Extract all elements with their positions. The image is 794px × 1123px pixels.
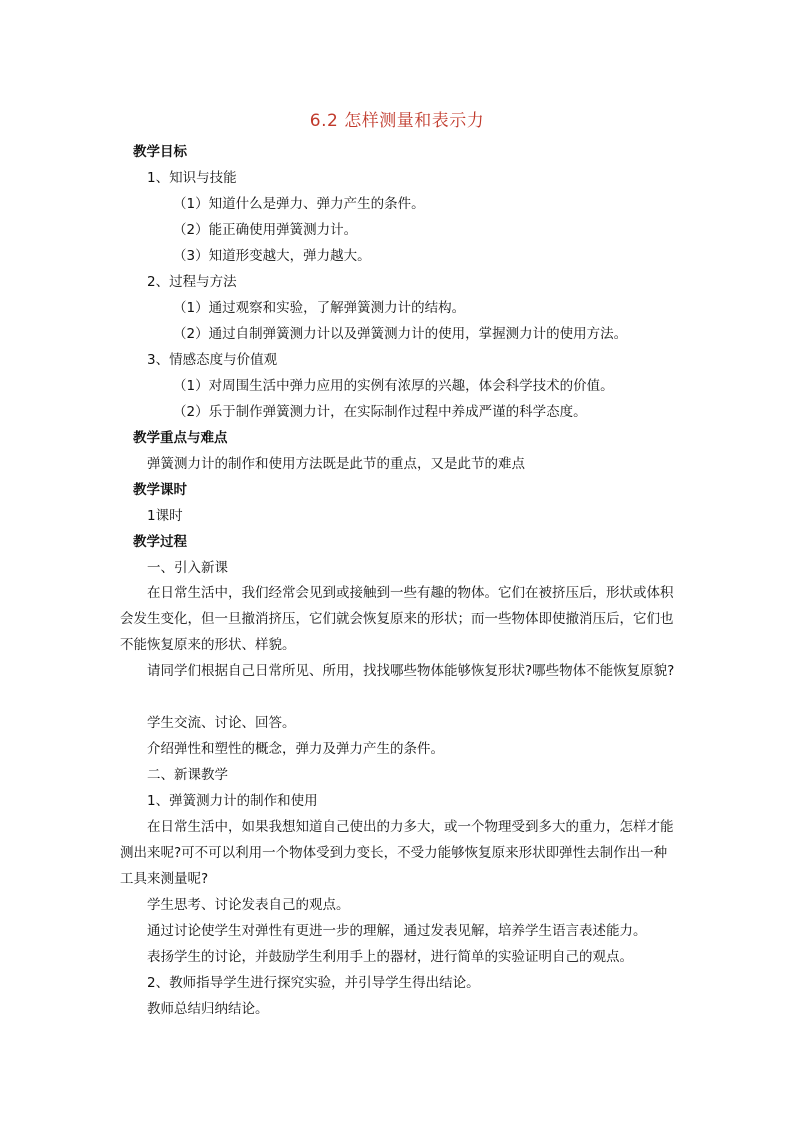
paragraph: 学生交流、讨论、回答。: [147, 715, 296, 731]
part-heading-new: 二、新课教学: [147, 767, 228, 783]
heading-process: 教学过程: [133, 534, 187, 550]
paragraph: 2、教师指导学生进行探究实验，并引导学生得出结论。: [147, 975, 480, 991]
part-heading-intro: 一、引入新课: [147, 560, 228, 576]
document-title: 6.2 怎样测量和表示力: [309, 111, 485, 131]
objective-item: （1）知道什么是弹力、弹力产生的条件。: [173, 196, 425, 212]
paragraph: 请同学们根据自己日常所见、所用，找找哪些物体能够恢复形状?哪些物体不能恢复原貌?: [147, 663, 675, 679]
subheading-process: 2、过程与方法: [147, 274, 237, 290]
paragraph: 教师总结归纳结论。: [147, 1001, 269, 1017]
paragraph: 表扬学生的讨论，并鼓励学生利用手上的器材，进行简单的实验证明自己的观点。: [147, 949, 633, 965]
paragraph: 在日常生活中，我们经常会见到或接触到一些有趣的物体。它们在被挤压后，形状或体积会发生变化，但一旦撤消挤压，它们就会恢复原来的形状；而一些物体即使撤消压后，它们也不能恢复原来的形状、样貌。: [120, 585, 674, 653]
objective-item: （1）通过观察和实验，了解弹簧测力计的结构。: [173, 300, 466, 316]
paragraph: 介绍弹性和塑性的概念，弹力及弹力产生的条件。: [147, 741, 444, 757]
objective-item: （2）通过自制弹簧测力计以及弹簧测力计的使用，掌握测力计的使用方法。: [173, 326, 628, 342]
subheading-knowledge: 1、知识与技能: [147, 170, 237, 186]
heading-class-hours: 教学课时: [133, 482, 187, 498]
subheading-attitude: 3、情感态度与价值观: [147, 352, 278, 368]
objective-item: （3）知道形变越大，弹力越大。: [173, 248, 371, 264]
heading-objectives: 教学目标: [133, 144, 187, 160]
objective-item: （1）对周围生活中弹力应用的实例有浓厚的兴趣，体会科学技术的价值。: [173, 378, 614, 394]
heading-key-points: 教学重点与难点: [133, 430, 228, 446]
key-points-text: 弹簧测力计的制作和使用方法既是此节的重点，又是此节的难点: [147, 456, 525, 472]
paragraph: 1、弹簧测力计的制作和使用: [147, 793, 318, 809]
objective-item: （2）乐于制作弹簧测力计，在实际制作过程中养成严谨的科学态度。: [173, 404, 587, 420]
paragraph: 在日常生活中，如果我想知道自己使出的力多大，或一个物理受到多大的重力，怎样才能测出来呢?可不可以利用一个物体受到力变长，不受力能够恢复原来形状即弹性去制作出一种工具来测量呢?: [120, 819, 674, 887]
paragraph: 通过讨论使学生对弹性有更进一步的理解，通过发表见解，培养学生语言表述能力。: [147, 923, 647, 939]
objective-item: （2）能正确使用弹簧测力计。: [173, 222, 358, 238]
class-hours-text: 1课时: [147, 508, 183, 524]
paragraph: 学生思考、讨论发表自己的观点。: [147, 897, 350, 913]
